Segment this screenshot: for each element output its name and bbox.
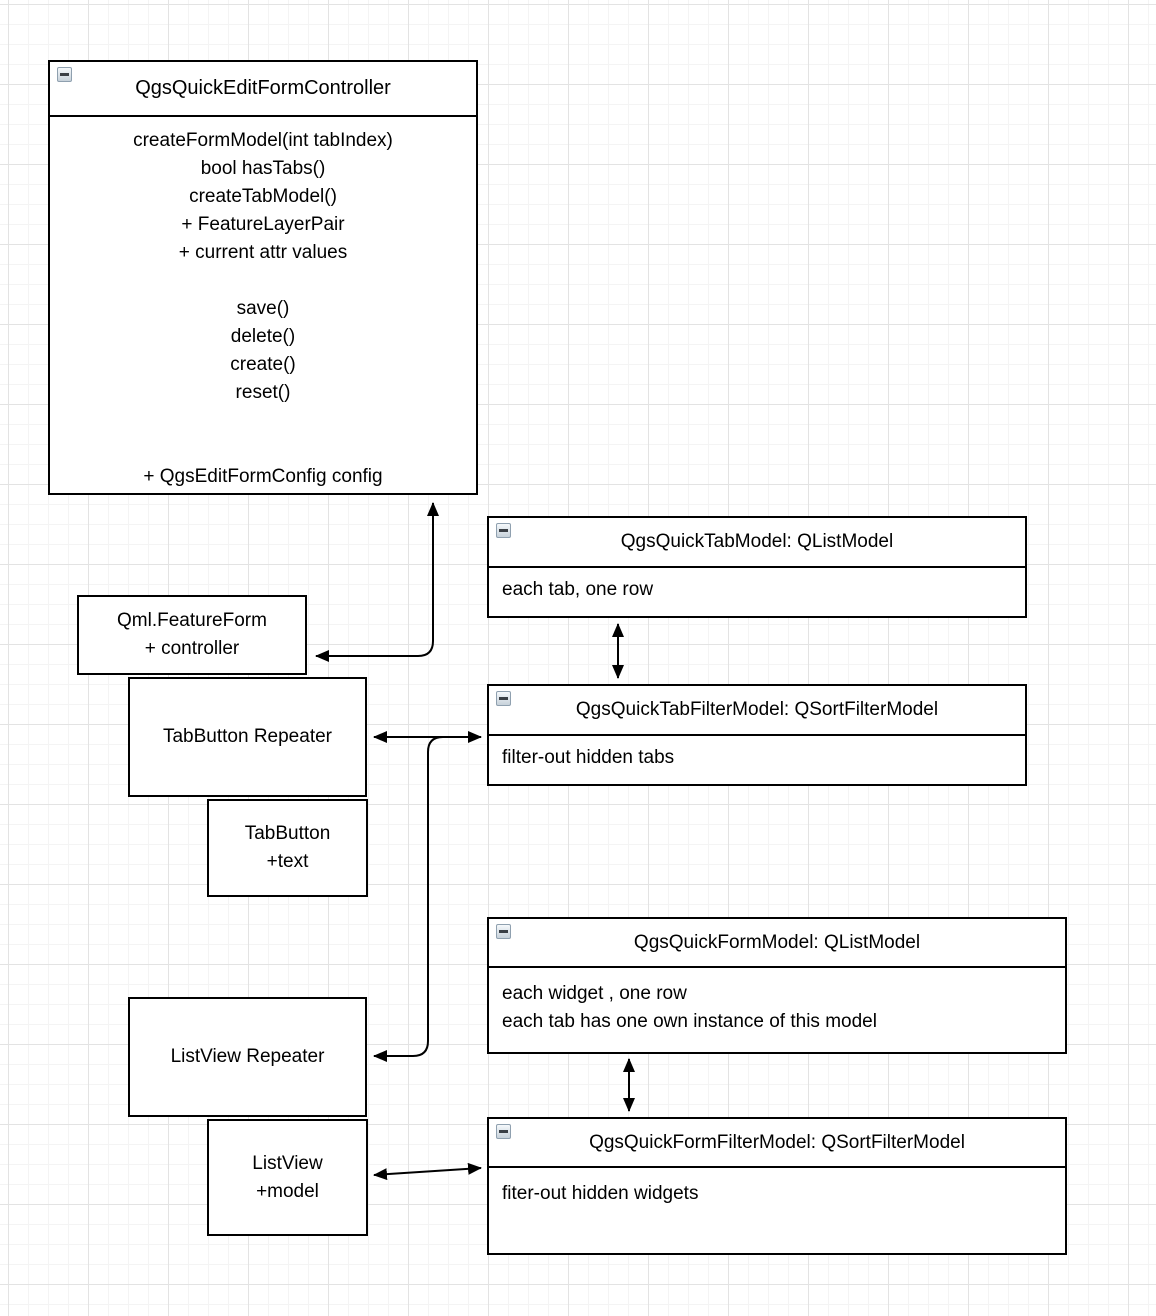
class-body-note: filter-out hidden tabs [502,747,675,768]
class-body [50,117,476,491]
class-header [489,686,1025,736]
method-line: reset() [235,382,291,403]
shape-text-line: + controller [144,638,240,659]
class-header [50,62,476,117]
shape-text [209,1121,366,1234]
method-line: + FeatureLayerPair [181,214,345,235]
shape-qml-featureform[interactable] [77,595,307,675]
shape-text-line: TabButton [244,823,331,844]
method-line: save() [236,298,290,319]
shape-tabbutton[interactable] [207,799,368,897]
class-box-qgsquickformfiltermodel[interactable] [487,1117,1067,1255]
class-title: QgsQuickTabFilterModel: QSortFilterModel [575,699,939,720]
method-line [50,435,476,463]
method-line: delete() [230,326,296,347]
note-line: each tab has one own instance of this model [502,1011,877,1032]
method-line: createTabModel() [189,186,337,207]
collapse-minus-icon[interactable] [496,523,511,538]
shape-tabbutton-repeater[interactable] [128,677,367,797]
class-header [489,919,1065,968]
shape-text-line: ListView [252,1152,323,1174]
class-box-qgsquicktabfiltermodel[interactable] [487,684,1027,786]
class-title: QgsQuickEditFormController [135,77,391,99]
edge-featureform-controller[interactable] [316,503,433,656]
class-box-qgsquickeditformcontroller[interactable] [48,60,478,495]
edge-tabfiltermodel-listviewrepeater[interactable] [374,737,443,1056]
shape-label: TabButton Repeater [162,726,332,747]
class-box-qgsquicktabmodel[interactable] [487,516,1027,618]
method-line: + QgsEditFormConfig config [143,466,383,487]
method-line: create() [230,354,296,375]
class-header [489,518,1025,568]
shape-listview-repeater[interactable] [128,997,367,1117]
collapse-minus-icon[interactable] [57,67,72,82]
class-title: QgsQuickFormFilterModel: QSortFilterModel [589,1131,965,1153]
note-line: each widget , one row [502,983,687,1004]
method-line: createFormModel(int tabIndex) [133,130,393,151]
shape-text [209,801,366,895]
class-body-note: each tab, one row [502,579,654,600]
method-line: + current attr values [178,242,348,263]
shape-text [79,597,305,673]
collapse-minus-icon[interactable] [496,691,511,706]
class-title: QgsQuickFormModel: QListModel [633,931,921,953]
class-box-qgsquickformmodel[interactable] [487,917,1067,1054]
shape-label: ListView Repeater [170,1046,325,1067]
class-body-note: fiter-out hidden widgets [502,1183,699,1204]
collapse-minus-icon[interactable] [496,924,511,939]
class-body-note [489,968,1065,1036]
shape-text-line: +text [266,851,309,872]
class-title: QgsQuickTabModel: QListModel [620,531,894,552]
shape-text-line: Qml.FeatureForm [117,610,267,631]
method-line [50,407,476,435]
edge-listview-formfiltermodel[interactable] [374,1168,481,1175]
shape-text-line: +model [256,1180,319,1202]
collapse-minus-icon[interactable] [496,1124,511,1139]
shape-listview[interactable] [207,1119,368,1236]
method-line [50,267,476,295]
class-header [489,1119,1065,1168]
method-line: bool hasTabs() [200,158,326,179]
